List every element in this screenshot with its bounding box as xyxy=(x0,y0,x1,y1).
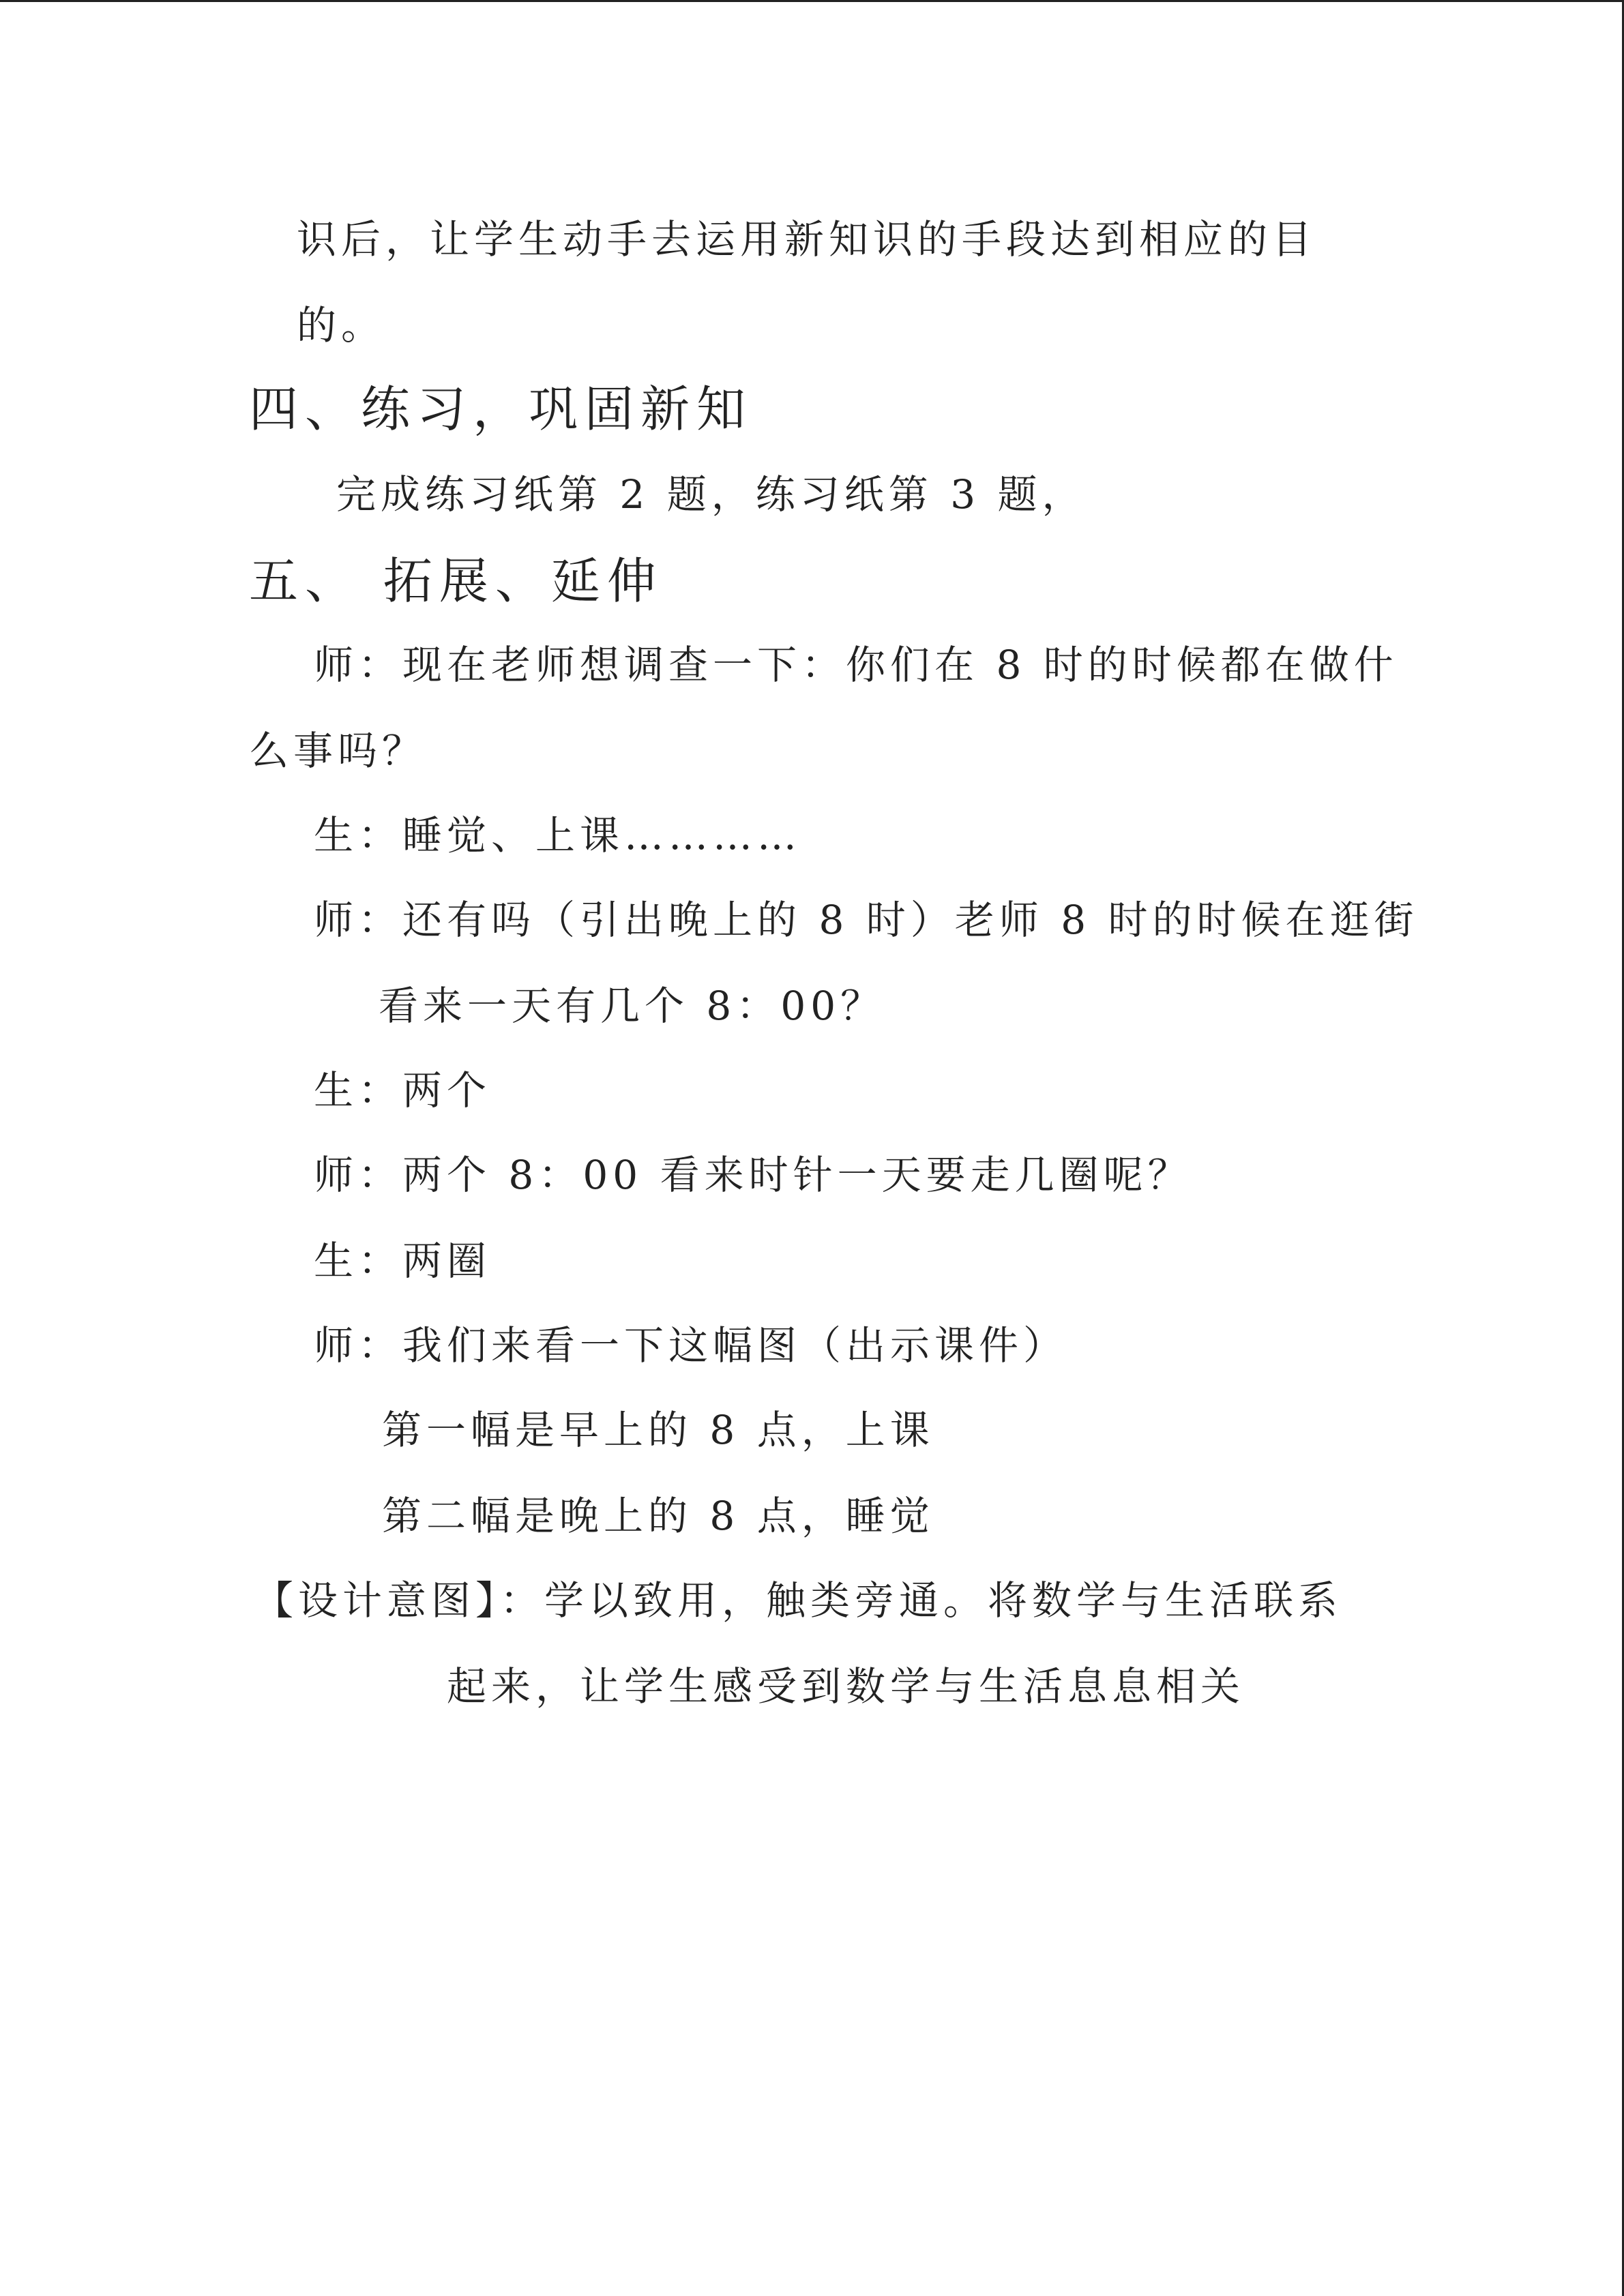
dialogue-teacher-2-continuation: 看来一天有几个 8：00？ xyxy=(379,983,885,1029)
dialogue-teacher-2: 师：还有吗（引出晚上的 8 时）老师 8 时的时候在逛街 xyxy=(314,897,1419,943)
practice-text: 完成练习纸第 2 题，练习纸第 3 题， xyxy=(336,471,1087,518)
dialogue-teacher-4: 师：我们来看一下这幅图（出示课件） xyxy=(314,1322,1068,1369)
design-intent: 【设计意图】：学以致用，触类旁通。将数学与生活联系 xyxy=(254,1577,1343,1624)
paragraph-continuation-end: 的。 xyxy=(297,302,386,348)
dialogue-teacher-4-detail-1: 第一幅是早上的 8 点，上课 xyxy=(382,1407,934,1453)
dialogue-teacher-3: 师：两个 8：00 看来时针一天要走几圈呢？ xyxy=(314,1152,1192,1198)
dialogue-student-3: 生：两圈 xyxy=(314,1238,492,1284)
page-top-border xyxy=(0,0,1624,2)
paragraph-continuation: 识后，让学生动手去运用新知识的手段达到相应的目 xyxy=(297,216,1317,263)
dialogue-student-2: 生：两个 xyxy=(314,1067,492,1114)
section-heading-practice: 四、练习，巩固新知 xyxy=(249,381,753,438)
dialogue-teacher-1: 师：现在老师想调查一下：你们在 8 时的时候都在做什 xyxy=(314,642,1398,688)
dialogue-teacher-1-continuation: 么事吗？ xyxy=(249,728,427,774)
dialogue-teacher-4-detail-2: 第二幅是晚上的 8 点，睡觉 xyxy=(382,1493,934,1539)
section-heading-extension: 五、 拓展、延伸 xyxy=(249,552,663,610)
design-intent-continuation: 起来，让学生感受到数学与生活息息相关 xyxy=(447,1663,1245,1710)
dialogue-student-1: 生：睡觉、上课………… xyxy=(314,812,802,859)
